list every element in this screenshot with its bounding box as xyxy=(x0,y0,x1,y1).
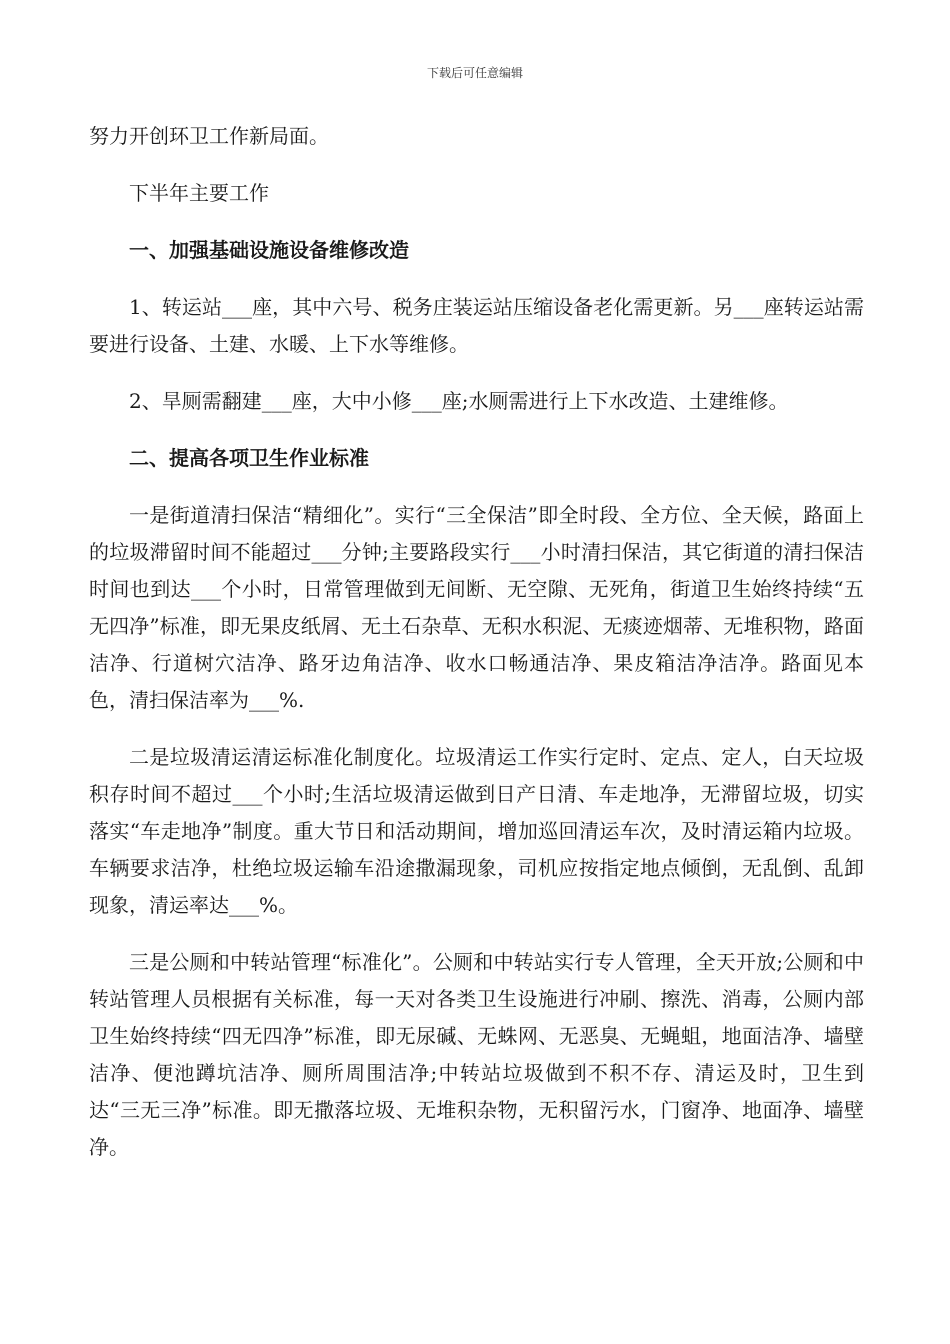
page-header: 下载后可任意编辑 xyxy=(426,66,523,80)
section-title-second-half: 下半年主要工作 xyxy=(129,181,269,205)
document-body xyxy=(89,118,864,1186)
paragraph-street-cleaning: 一是街道清扫保洁“精细化”。实行“三全保洁”即全时段、全方位、全天候，路面上的垃圾滞留时间不能超过___分钟;主要路段实行___小时清扫保洁，其它街道的清扫保洁时间也到达___个小时，日常管理做到无间断、无空隙、无死角，街道卫生始终持续“五无四净”标准，即无果皮纸屑、无土石杂草、无积水积泥、无痰迹烟蒂、无堆积物，路面洁净、行道树穴洁净、路牙边角洁净、收水口畅通洁净、果皮箱洁净洁净。路面见本色，清扫保洁率为___%. xyxy=(89,503,864,712)
paragraph-transfer-stations: 1、转运站___座，其中六号、税务庄装运站压缩设备老化需更新。另___座转运站需要进行设备、土建、水暖、上下水等维修。 xyxy=(89,295,864,356)
paragraph-toilet-management: 三是公厕和中转站管理“标准化”。公厕和中转站实行专人管理，全天开放;公厕和中转站管理人员根据有关标准，每一天对各类卫生设施进行冲刷、擦洗、消毒，公厕内部卫生始终持续“四无四净”标准，即无尿碱、无蛛网、无恶臭、无蝇蛆，地面洁净、墙壁洁净、便池蹲坑洁净、厕所周围洁净;中转站垃圾做到不积不存、清运及时，卫生到达“三无三净”标准。即无撒落垃圾、无堆积杂物，无积留污水，门窗净、地面净、墙壁净。 xyxy=(89,950,864,1159)
paragraph-intro-closing: 努力开创环卫工作新局面。 xyxy=(89,124,329,148)
heading-infrastructure: 一、加强基础设施设备维修改造 xyxy=(129,238,409,262)
paragraph-garbage-collection: 二是垃圾清运清运标准化制度化。垃圾清运工作实行定时、定点、定人，白天垃圾积存时间不超过___个小时;生活垃圾清运做到日产日清、车走地净，无滞留垃圾，切实落实“车走地净”制度。重大节日和活动期间，增加巡回清运车次，及时清运箱内垃圾。车辆要求洁净，杜绝垃圾运输车沿途撒漏现象，司机应按指定地点倾倒，无乱倒、乱卸现象，清运率达___%。 xyxy=(89,745,864,917)
heading-sanitation-standards: 二、提高各项卫生作业标准 xyxy=(129,446,369,470)
paragraph-toilets: 2、旱厕需翻建___座，大中小修___座;水厕需进行上下水改造、土建维修。 xyxy=(129,389,789,413)
